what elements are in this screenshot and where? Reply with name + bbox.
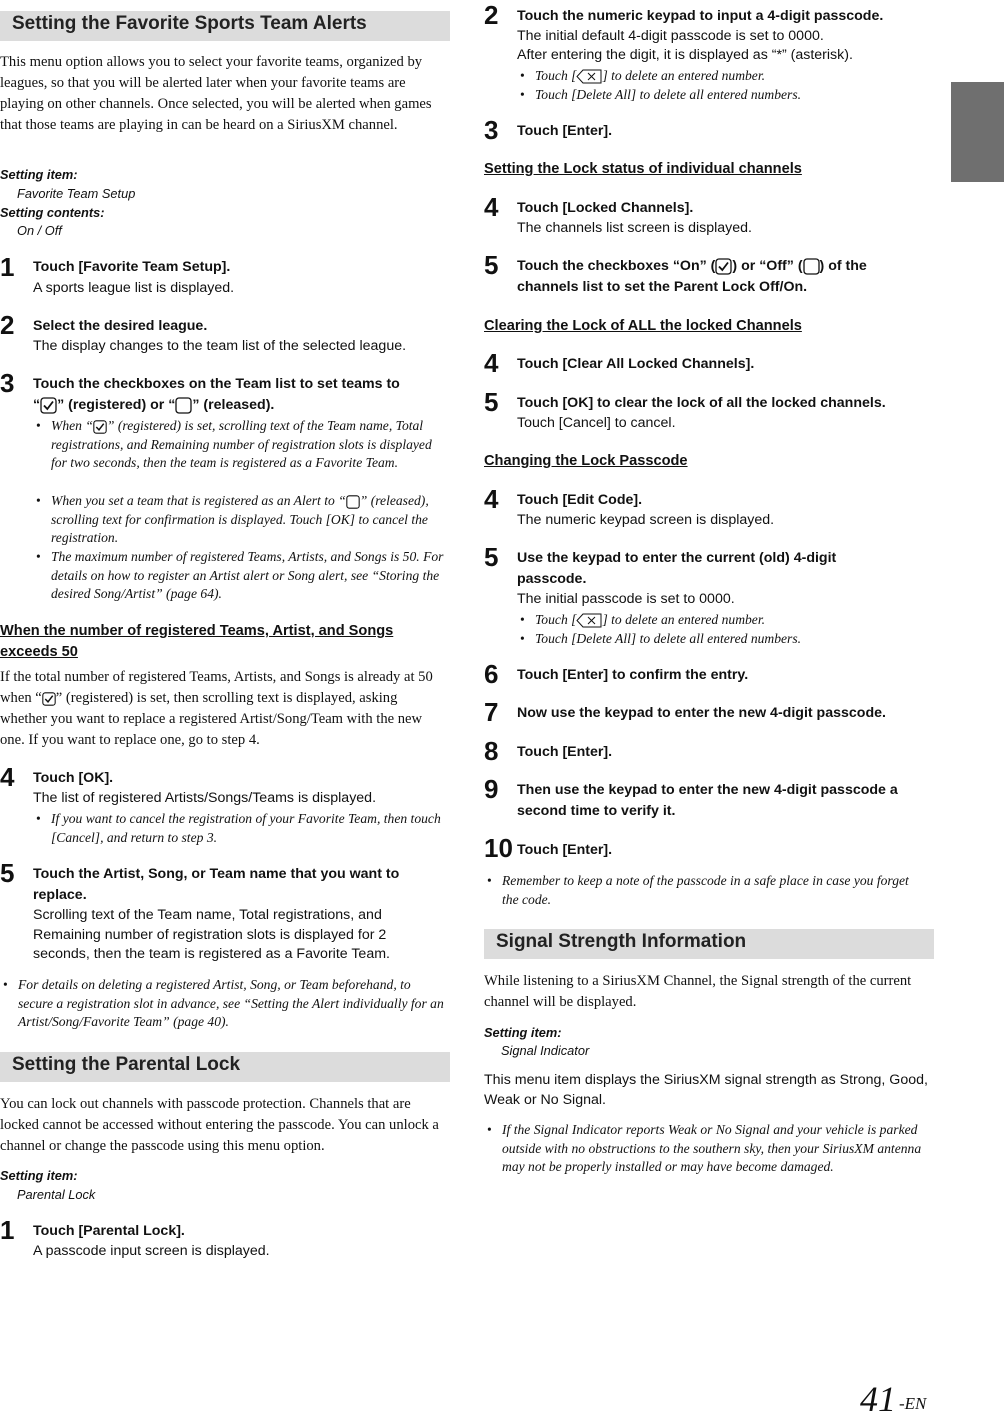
checked-checkbox-icon (93, 420, 107, 434)
step-number: 6 (484, 659, 499, 689)
section-header-signal-strength (484, 929, 934, 959)
step-number: 3 (0, 368, 15, 398)
step-description: Touch [Cancel] to cancel. (517, 415, 676, 431)
backspace-icon (576, 613, 602, 628)
step-number: 9 (484, 774, 499, 804)
step-title: Touch [Locked Channels]. (517, 200, 694, 216)
section-title: Signal Strength Information (496, 931, 747, 952)
step-title: Touch [Edit Code]. (517, 492, 643, 508)
section-title: Setting the Favorite Sports Team Alerts (12, 13, 367, 34)
setting-item-value: Signal Indicator (501, 1043, 590, 1058)
step-title: Now use the keypad to enter the new 4-digit passcode. (517, 705, 886, 721)
step-description: The display changes to the team list of the selected league. (33, 338, 407, 354)
step-title: Then use the keypad to enter the new 4-digit passcode a second time to verify it. (517, 782, 898, 819)
parental-intro-paragraph: You can lock out channels with passcode protection. Channels that are locked cannot be accessed without entering the passcode. You can unlock a channel or change the passcode using this menu option. (0, 1096, 439, 1154)
step-number: 2 (0, 310, 15, 340)
step-title: Touch [OK] to clear the lock of all the locked channels. (517, 395, 886, 411)
step-number: 1 (0, 1215, 15, 1245)
checked-checkbox-icon (42, 692, 56, 706)
setting-item-label: Setting item: (0, 167, 78, 182)
favorite-intro-paragraph: This menu option allows you to select your favorite teams, organized by leagues, so that you will be alerted later when your favorite teams are playing on other channels. Once selected, you will be alerted when games that those teams are playing in can be heard on a SiriusXM channel. (0, 54, 432, 133)
section-title: Setting the Parental Lock (12, 1054, 241, 1075)
chapter-tab-marker (951, 82, 1004, 182)
step-title: Touch the checkboxes “On” ( ) or “Off” ( ) of the channels list to set the Parent Lock Off/On. (517, 258, 867, 295)
step-description: The initial default 4-digit passcode is set to 0000. (517, 28, 824, 44)
step-number: 4 (484, 192, 499, 222)
signal-description: This menu item displays the SiriusXM signal strength as Strong, Good, Weak or No Signal. (484, 1072, 928, 1108)
checked-checkbox-icon (715, 258, 732, 275)
page-number: 41 (860, 1379, 896, 1419)
step-description: A passcode input screen is displayed. (33, 1243, 270, 1259)
signal-intro-paragraph: While listening to a SiriusXM Channel, the Signal strength of the current channel will be displayed. (484, 973, 912, 1010)
step-title: Touch [OK]. (33, 770, 114, 786)
step-number: 5 (484, 250, 499, 280)
step-title: Touch [Favorite Team Setup]. (33, 259, 231, 275)
page-language-suffix: -EN (899, 1394, 927, 1413)
bullet-note: • Touch [Delete All] to delete all entered numbers. (520, 631, 802, 646)
step-description: The numeric keypad screen is displayed. (517, 512, 775, 528)
step-number: 5 (484, 387, 499, 417)
section-header-favorite-team (0, 11, 450, 41)
subsection-heading: Setting the Lock status of individual channels (484, 161, 802, 177)
bullet-note: • When you set a team that is registered as an Alert to “ ” (released), scrolling text for confirmation is displayed. Touch [OK] to cancel the registration. (36, 493, 429, 545)
step-description: The initial passcode is set to 0000. (517, 591, 735, 607)
step-number: 4 (0, 762, 15, 792)
step-number: 1 (0, 252, 15, 282)
bullet-note: • Touch [ ] to delete an entered number. (520, 612, 766, 627)
bullet-note: • Remember to keep a note of the passcode in a safe place in case you forget the code. (487, 873, 909, 907)
setting-item-label: Setting item: (0, 1168, 78, 1183)
subsection-heading: When the number of registered Teams, Artist, and Songs exceeds 50 (0, 623, 394, 660)
backspace-icon (576, 69, 602, 84)
step-title: Touch the numeric keypad to input a 4-digit passcode. (517, 8, 884, 24)
step-number: 4 (484, 348, 499, 378)
step-title: Touch the checkboxes on the Team list to set teams to “ ” (registered) or “ ” (released). (33, 376, 400, 413)
exceeds-paragraph: If the total number of registered Teams, Artists, and Songs is already at 50 when “ ” (registered) is set, then scrolling text is displayed, asking whether you want to replace a registered Artist/Song/Team with the new one. If you want to replace one, go to step 4. (0, 669, 433, 748)
bullet-note: • When “ ” (registered) is set, scrolling text of the Team name, Total registrations, and Remaining number of registration slots is displayed for two seconds, then the team is registered as a Favorite Team. (36, 418, 432, 470)
step-title: Touch the Artist, Song, or Team name that you want to replace. (33, 866, 400, 903)
subsection-heading: Clearing the Lock of ALL the locked Channels (484, 318, 802, 334)
step-description: A sports league list is displayed. (33, 280, 235, 296)
bullet-note: • If the Signal Indicator reports Weak or No Signal and your vehicle is parked outside with no obstructions to the southern sky, then your SiriusXM antenna may not be properly installed or may have become damaged. (487, 1122, 922, 1174)
bullet-note: • If you want to cancel the registration of your Favorite Team, then touch [Cancel], and return to step 3. (36, 811, 441, 845)
step-title: Select the desired league. (33, 318, 208, 334)
step-title: Touch [Parental Lock]. (33, 1223, 185, 1239)
setting-item-value: Parental Lock (17, 1187, 96, 1202)
setting-contents-label: Setting contents: (0, 205, 105, 220)
bullet-note: • Touch [ ] to delete an entered number. (520, 68, 766, 83)
step-description: Scrolling text of the Team name, Total registrations, and Remaining number of registration slots is displayed for 2 seconds, then the team is registered as a Favorite Team. (33, 907, 390, 962)
step-description: The channels list screen is displayed. (517, 220, 753, 236)
step-title: Touch [Clear All Locked Channels]. (517, 356, 755, 372)
step-number: 8 (484, 736, 499, 766)
step-description: The list of registered Artists/Songs/Teams is displayed. (33, 790, 377, 806)
step-number: 5 (0, 858, 15, 888)
step-title: Touch [Enter]. (517, 123, 613, 139)
setting-item-value: Favorite Team Setup (17, 186, 136, 201)
step-number: 2 (484, 0, 499, 30)
checked-checkbox-icon (40, 397, 57, 414)
step-title: Touch [Enter]. (517, 744, 613, 760)
step-title: Use the keypad to enter the current (old) 4-digit passcode. (517, 550, 837, 587)
step-number: 5 (484, 542, 499, 572)
step-title: Touch [Enter] to confirm the entry. (517, 667, 749, 683)
bullet-note: • The maximum number of registered Teams, Artists, and Songs is 50. For details on how to register an Artist alert or Song alert, see “Storing the desired Song/Artist” (page 64). (36, 549, 444, 601)
step-number: 7 (484, 697, 499, 727)
step-number: 10 (484, 833, 513, 863)
unchecked-checkbox-icon (346, 495, 360, 509)
step-number: 3 (484, 115, 499, 145)
bullet-note: • Touch [Delete All] to delete all entered numbers. (520, 87, 802, 102)
step-number: 4 (484, 484, 499, 514)
setting-contents-value: On / Off (17, 223, 62, 238)
setting-item-label: Setting item: (484, 1025, 562, 1040)
section-header-parental-lock (0, 1052, 450, 1082)
step-title: Touch [Enter]. (517, 842, 613, 858)
step-description: After entering the digit, it is displayed as “*” (asterisk). (517, 47, 853, 63)
unchecked-checkbox-icon (175, 397, 192, 414)
unchecked-checkbox-icon (803, 258, 820, 275)
subsection-heading: Changing the Lock Passcode (484, 453, 688, 469)
bullet-note: • For details on deleting a registered Artist, Song, or Team beforehand, to secure a registration slot in advance, see “Setting the Alert individually for an Artist/Song/Favorite Team” (page 40). (3, 977, 444, 1029)
